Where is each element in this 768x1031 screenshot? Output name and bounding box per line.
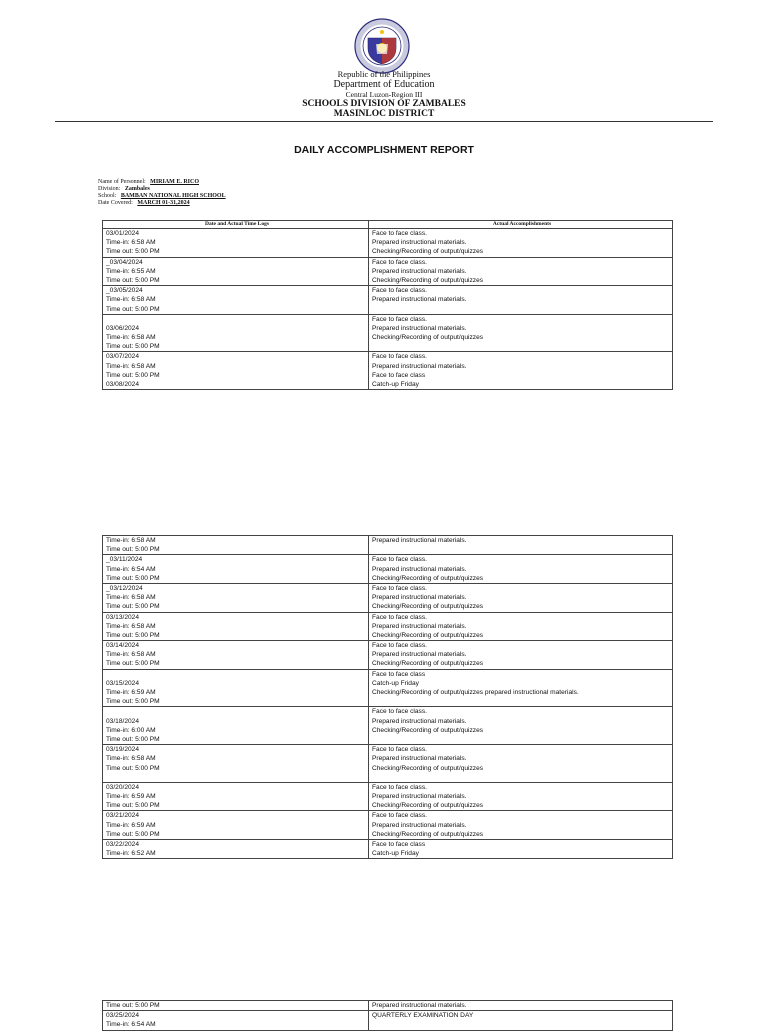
table-body-page1 [103, 229, 673, 390]
accomplishment-line: Face to face class [372, 670, 426, 678]
personnel-date-row [98, 200, 226, 207]
accomplishment-line: Face to face class. [372, 584, 427, 592]
report-table-page1 [102, 220, 673, 390]
time-log-line: Time out: 5:00 PM [106, 631, 160, 639]
time-log-line: 03/13/2024 [106, 613, 140, 621]
time-log-line [106, 773, 368, 782]
accomplishment-line: Prepared instructional materials. [372, 755, 467, 763]
accomplishment-cell [369, 1011, 673, 1030]
accomplishment-line: Prepared instructional materials. [372, 267, 467, 275]
time-log-cell [103, 536, 369, 555]
accomplishment-line: Prepared instructional materials. [372, 537, 467, 544]
accomplishment-line: Face to face class. [372, 613, 427, 621]
table-body-page2 [103, 536, 673, 859]
time-log-line: Time-in: 6:58 AM [106, 362, 156, 370]
accomplishment-cell [369, 782, 673, 811]
accomplishment-cell [369, 669, 673, 707]
accomplishment-line: Prepared instructional materials. [372, 594, 467, 602]
accomplishment-line: Catch-up Friday [372, 850, 419, 858]
accomplishment-line: Checking/Recording of output/quizzes [372, 603, 484, 611]
time-log-line: 03/15/2024 [106, 679, 140, 687]
report-title: DAILY ACCOMPLISHMENT REPORT [294, 144, 474, 156]
time-log-line: Time-in: 6:58 AM [106, 537, 156, 544]
time-log-line: 03/18/2024 [106, 717, 140, 725]
accomplishment-line: Face to face class. [372, 258, 427, 266]
time-log-line: Time-in: 6:59 AM [106, 793, 156, 801]
accomplishment-line: Checking/Recording of output/quizzes [372, 248, 484, 256]
accomplishment-cell [369, 745, 673, 783]
accomplishment-line: QUARTERLY EXAMINATION DAY [372, 1012, 474, 1020]
time-log-line: _03/12/2024 [106, 584, 143, 592]
accomplishment-line: Prepared instructional materials. [372, 622, 467, 630]
personnel-school-value: BAMBAN NATIONAL HIGH SCHOOL [120, 193, 226, 199]
personnel-name-value: MIRIAM E. RICO [150, 179, 199, 185]
time-log-line: Time out: 5:00 PM [106, 735, 160, 743]
accomplishment-line [372, 773, 672, 782]
time-log-line: Time out: 5:00 PM [106, 276, 160, 284]
accomplishment-line [372, 342, 672, 351]
time-log-cell [103, 229, 369, 258]
republic-line: Republic of the Philippines [337, 69, 431, 79]
accomplishment-cell [369, 641, 673, 670]
time-log-cell [103, 1011, 369, 1030]
table-row [103, 257, 673, 286]
time-log-cell [103, 811, 369, 840]
time-log-line: Time out: 5:00 PM [106, 343, 160, 351]
time-log-line: 03/06/2024 [106, 324, 140, 332]
accomplishment-cell [369, 811, 673, 840]
header-divider [55, 121, 713, 122]
time-log-line: Time out: 5:00 PM [106, 698, 160, 706]
accomplishment-line: Face to face class. [372, 783, 427, 791]
time-log-cell [103, 352, 369, 390]
accomplishment-cell [369, 555, 673, 584]
accomplishment-line: Prepared instructional materials. [372, 717, 467, 725]
table-row [103, 641, 673, 670]
accomplishment-cell [369, 314, 673, 352]
time-log-line: Time-in: 6:58 AM [106, 296, 156, 304]
time-log-line: Time-in: 6:58 AM [106, 594, 156, 602]
time-log-line: Time out: 5:00 PM [106, 802, 160, 810]
accomplishment-line: Face to face class. [372, 812, 427, 820]
accomplishment-line: Prepared instructional materials. [372, 565, 467, 573]
time-log-line: 03/07/2024 [106, 353, 140, 361]
time-log-cell [103, 782, 369, 811]
personnel-date-label: Date Covered: [98, 200, 133, 206]
time-log-line: Time out: 5:00 PM [106, 574, 160, 582]
time-log-line: _03/04/2024 [106, 258, 143, 266]
deped-seal-logo [354, 18, 410, 74]
accomplishment-line: Checking/Recording of output/quizzes [372, 334, 484, 342]
time-log-line: Time-in: 6:58 AM [106, 651, 156, 659]
district-line: MASINLOC DISTRICT [333, 109, 435, 119]
personnel-name-row [98, 179, 226, 186]
time-log-cell [103, 641, 369, 670]
time-log-line: Time out: 5:00 PM [106, 1002, 160, 1009]
table-row [103, 583, 673, 612]
table-row [103, 707, 673, 745]
accomplishment-cell [369, 840, 673, 859]
time-log-line: Time-in: 6:59 AM [106, 689, 156, 696]
accomplishment-line: Face to face class [372, 841, 426, 848]
table-row [103, 840, 673, 859]
time-log-line: Time-in: 6:52 AM [106, 850, 156, 858]
accomplishment-cell [369, 229, 673, 258]
time-log-line: Time-in: 6:54 AM [106, 1021, 156, 1029]
time-log-line: Time out: 5:00 PM [106, 546, 160, 554]
personnel-school-label: School: [98, 193, 117, 199]
personnel-division-label: Division: [98, 186, 121, 192]
accomplishment-line: Prepared instructional materials. [372, 1002, 467, 1009]
time-log-line: 03/21/2024 [106, 812, 140, 820]
time-log-line: Time-in: 6:55 AM [106, 267, 156, 275]
personnel-school-row [98, 193, 226, 200]
accomplishment-line: Checking/Recording of output/quizzes [372, 276, 484, 284]
accomplishment-line: Face to face class. [372, 642, 427, 650]
time-log-line: Time-in: 6:58 AM [106, 334, 156, 342]
time-log-line: Time-in: 6:58 AM [106, 239, 156, 247]
accomplishment-line: Catch-up Friday [372, 679, 419, 687]
time-log-cell [103, 1001, 369, 1011]
table-header-row [103, 221, 673, 229]
time-log-cell [103, 707, 369, 745]
accomplishment-cell [369, 1001, 673, 1011]
time-log-cell [103, 314, 369, 352]
accomplishment-line: Prepared instructional materials. [372, 362, 467, 370]
accomplishment-cell [369, 612, 673, 641]
report-table-page2 [102, 535, 673, 859]
accomplishment-line: Checking/Recording of output/quizzes [372, 764, 484, 772]
table-row [103, 286, 673, 315]
time-log-line [106, 670, 368, 679]
accomplishment-line [372, 545, 672, 554]
time-log-line: 03/19/2024 [106, 746, 140, 754]
header-accomplishments: Actual Accomplishments [369, 221, 673, 229]
time-log-line: Time out: 5:00 PM [106, 603, 160, 611]
report-table-page3 [102, 1000, 673, 1031]
accomplishment-line: Checking/Recording of output/quizzes [372, 802, 484, 810]
personnel-info [98, 179, 226, 207]
time-log-cell [103, 583, 369, 612]
time-log-line [106, 315, 368, 324]
division-line: SCHOOLS DIVISION OF ZAMBALES [302, 99, 466, 109]
time-log-line: Time out: 5:00 PM [106, 830, 160, 838]
table-row [103, 1001, 673, 1011]
time-log-line: _03/05/2024 [106, 287, 143, 295]
accomplishment-line: Face to face class. [372, 230, 427, 237]
time-log-cell [103, 286, 369, 315]
table-row [103, 1011, 673, 1030]
personnel-name-label: Name of Personnel: [98, 179, 146, 185]
accomplishment-line: Face to face class. [372, 708, 427, 716]
accomplishment-line: Checking/Recording of output/quizzes [372, 726, 484, 734]
accomplishment-line: Checking/Recording of output/quizzes [372, 660, 484, 668]
accomplishment-line: Face to face class. [372, 315, 427, 323]
time-log-line: Time out: 5:00 PM [106, 305, 160, 313]
accomplishment-cell [369, 707, 673, 745]
time-log-line: Time out: 5:00 PM [106, 660, 160, 668]
accomplishment-line: Prepared instructional materials. [372, 651, 467, 659]
time-log-line: 03/14/2024 [106, 642, 140, 650]
time-log-line: Time-in: 6:58 AM [106, 755, 156, 763]
time-log-line: Time out: 5:00 PM [106, 371, 160, 379]
table-row [103, 536, 673, 555]
time-log-line: Time-in: 6:00 AM [106, 726, 156, 734]
table-row [103, 314, 673, 352]
time-log-line: 03/01/2024 [106, 230, 140, 237]
accomplishment-cell [369, 286, 673, 315]
time-log-line: _03/11/2024 [106, 556, 143, 564]
accomplishment-cell [369, 257, 673, 286]
accomplishment-line: Face to face class. [372, 556, 427, 564]
personnel-division-row [98, 186, 226, 193]
accomplishment-line: Face to face class. [372, 353, 427, 361]
accomplishment-line: Checking/Recording of output/quizzes prepared instructional materials. [372, 689, 579, 696]
time-log-cell [103, 669, 369, 707]
accomplishment-line: Face to face class. [372, 287, 427, 295]
time-log-line: Time-in: 6:54 AM [106, 565, 156, 573]
table-row [103, 782, 673, 811]
time-log-line: 03/20/2024 [106, 783, 140, 791]
accomplishment-line: Prepared instructional materials. [372, 793, 467, 801]
time-log-line: Time-in: 6:58 AM [106, 622, 156, 630]
accomplishment-cell [369, 536, 673, 555]
accomplishment-cell [369, 583, 673, 612]
accomplishment-cell [369, 352, 673, 390]
accomplishment-line: Prepared instructional materials. [372, 821, 467, 829]
table-row [103, 811, 673, 840]
accomplishment-line [372, 735, 672, 744]
table-row [103, 352, 673, 390]
accomplishment-line: Prepared instructional materials. [372, 296, 467, 304]
accomplishment-line: Face to face class [372, 371, 426, 379]
time-log-line: 03/25/2024 [106, 1012, 140, 1020]
accomplishment-line [372, 1020, 672, 1029]
time-log-line: Time-in: 6:59 AM [106, 821, 156, 829]
table-row [103, 669, 673, 707]
accomplishment-line: Checking/Recording of output/quizzes [372, 631, 484, 639]
accomplishment-line [372, 697, 672, 706]
accomplishment-line: Prepared instructional materials. [372, 239, 467, 247]
time-log-cell [103, 612, 369, 641]
header-time-logs: Date and Actual Time Logs [103, 221, 369, 229]
accomplishment-line: Checking/Recording of output/quizzes [372, 830, 484, 838]
table-row [103, 229, 673, 258]
time-log-line [106, 707, 368, 716]
time-log-line: 03/22/2024 [106, 841, 140, 848]
time-log-cell [103, 257, 369, 286]
accomplishment-line: Face to face class. [372, 746, 427, 754]
personnel-date-value: MARCH 01-31,2024 [137, 200, 190, 206]
time-log-line: Time out: 5:00 PM [106, 248, 160, 256]
time-log-line: Time out: 5:00 PM [106, 764, 160, 772]
accomplishment-line: Catch-up Friday [372, 381, 419, 388]
time-log-line: 03/08/2024 [106, 381, 140, 388]
department-line: Department of Education [333, 79, 435, 90]
table-row [103, 612, 673, 641]
region-line: Central Luzon-Region III [345, 90, 423, 99]
accomplishment-line: Prepared instructional materials. [372, 324, 467, 332]
table-row [103, 555, 673, 584]
time-log-cell [103, 745, 369, 783]
table-row [103, 745, 673, 783]
accomplishment-line: Checking/Recording of output/quizzes [372, 574, 484, 582]
table-body-page3 [103, 1001, 673, 1031]
accomplishment-line [372, 305, 672, 314]
time-log-cell [103, 555, 369, 584]
personnel-division-value: Zambales [124, 186, 150, 192]
time-log-cell [103, 840, 369, 859]
